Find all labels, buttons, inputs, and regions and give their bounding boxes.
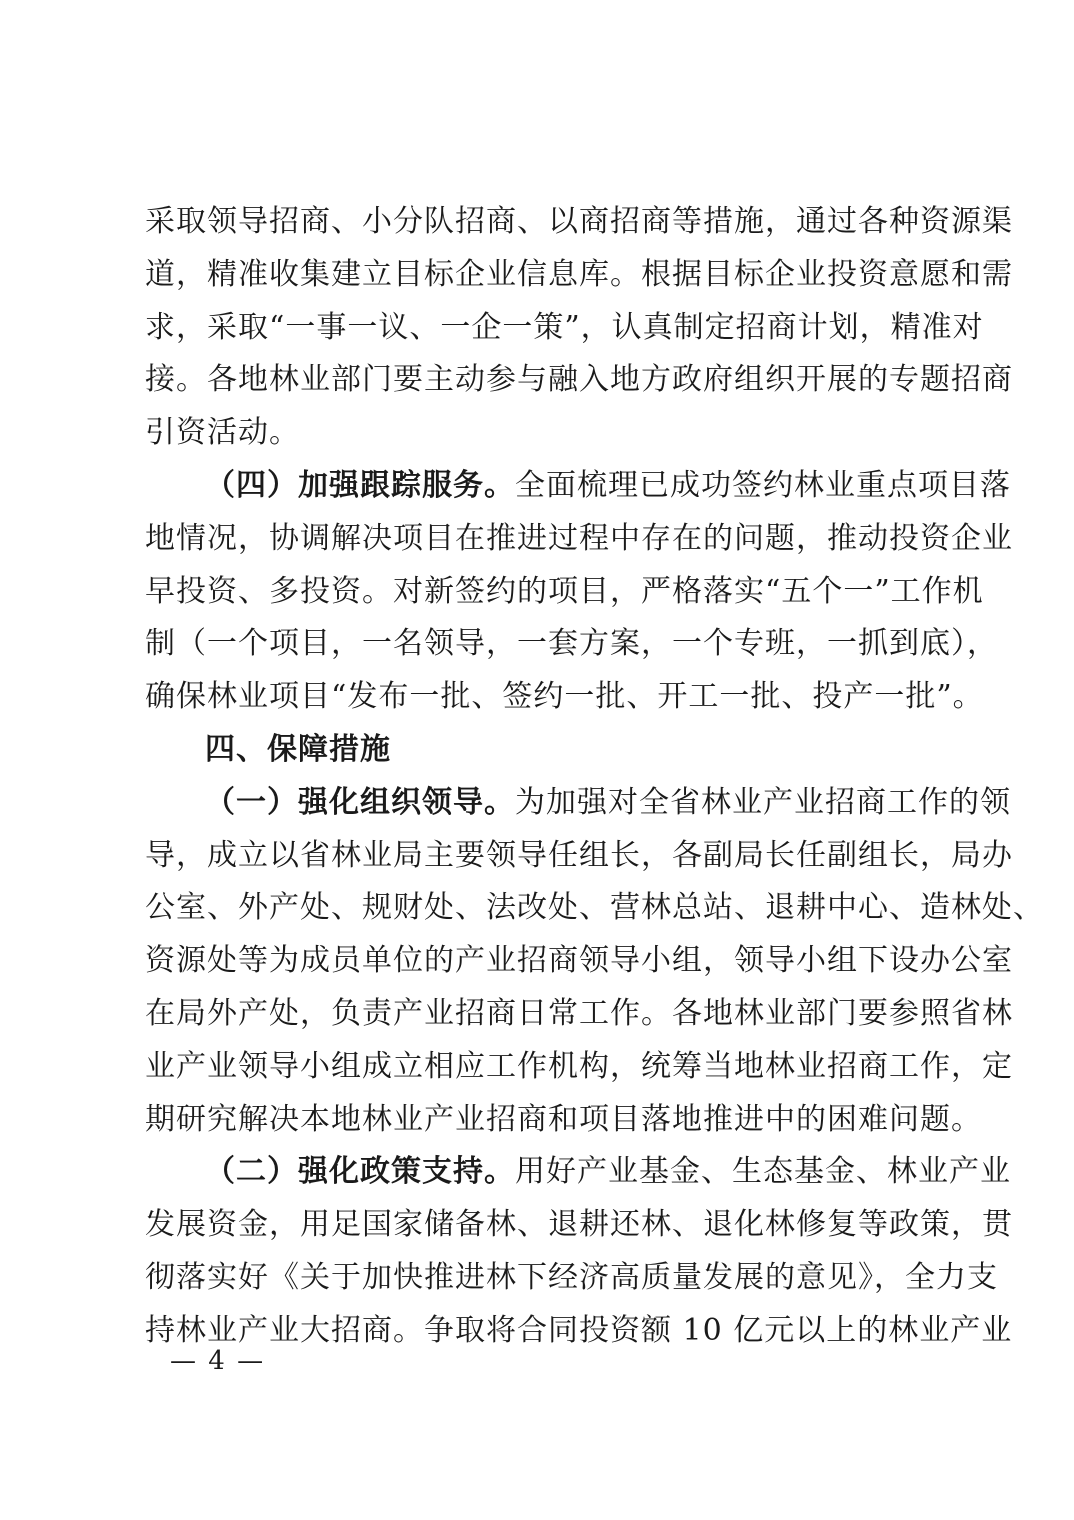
text-line: 在局外产处，负责产业招商日常工作。各地林业部门要参照省林: [145, 995, 1013, 1031]
text-line: 导，成立以省林业局主要领导任组长，各副局长任副组长，局办: [145, 837, 1013, 873]
text-line: 资源处等为成员单位的产业招商领导小组，领导小组下设办公室: [145, 943, 1013, 979]
text-line: [145, 777, 1011, 830]
text-line: 地情况，协调解决项目在推进过程中存在的问题，推动投资企业: [145, 520, 1013, 556]
text-line: 业产业领导小组成立相应工作机构，统筹当地林业招商工作，定: [145, 1048, 1013, 1084]
paragraph-first-line: 为加强对全省林业产业招商工作的领: [515, 784, 1011, 820]
paragraph-lead: （二）强化政策支持。: [205, 1154, 515, 1190]
text-line: 彻落实好《关于加快推进林下经济高质量发展的意见》，全力支: [145, 1259, 998, 1295]
text-line: [145, 1146, 1011, 1199]
text-line: 采取领导招商、小分队招商、以商招商等措施，通过各种资源渠: [145, 204, 1013, 239]
paragraph-policy-support: [145, 1146, 1013, 1357]
paragraph-lead: （四）加强跟踪服务。: [205, 467, 515, 503]
paragraph-1: [145, 196, 1013, 460]
section-heading: 四、保障措施: [205, 731, 391, 767]
text-line: [145, 460, 1011, 513]
text-line: 确保林业项目“发布一批、签约一批、开工一批、投产一批”。: [145, 679, 984, 715]
text-line: 发展资金，用足国家储备林、退耕还林、退化林修复等政策，贯: [145, 1207, 1013, 1243]
text-line: 持林业产业大招商。争取将合同投资额 10 亿元以上的林业产业: [145, 1312, 1013, 1348]
text-line: 制（一个项目，一名领导，一套方案，一个专班，一抓到底），: [145, 626, 998, 662]
page-number: — 4 —: [170, 1346, 266, 1376]
paragraph-first-line: 用好产业基金、生态基金、林业产业: [515, 1154, 1011, 1190]
document-body: [145, 196, 1044, 1358]
paragraph-organization-leadership: [145, 777, 1044, 1147]
text-line: 期研究解决本地林业产业招商和项目落地推进中的困难问题。: [145, 1101, 982, 1137]
paragraph-lead: （一）强化组织领导。: [205, 784, 515, 820]
text-line: 接。各地林业部门要主动参与融入地方政府组织开展的专题招商: [145, 362, 1013, 398]
text-line: 公室、外产处、规财处、法改处、营林总站、退耕中心、造林处、: [145, 890, 1044, 926]
text-line: 引资活动。: [145, 415, 300, 451]
paragraph-first-line: 全面梳理已成功签约林业重点项目落: [515, 467, 1011, 503]
paragraph-tracking-service: [145, 460, 1013, 724]
text-line: 道，精准收集建立目标企业信息库。根据目标企业投资意愿和需: [145, 256, 1013, 292]
text-line: 早投资、多投资。对新签约的项目，严格落实“五个一”工作机: [145, 573, 984, 609]
text-line: 求，采取“一事一议、一企一策”，认真制定招商计划，精准对: [145, 309, 984, 345]
